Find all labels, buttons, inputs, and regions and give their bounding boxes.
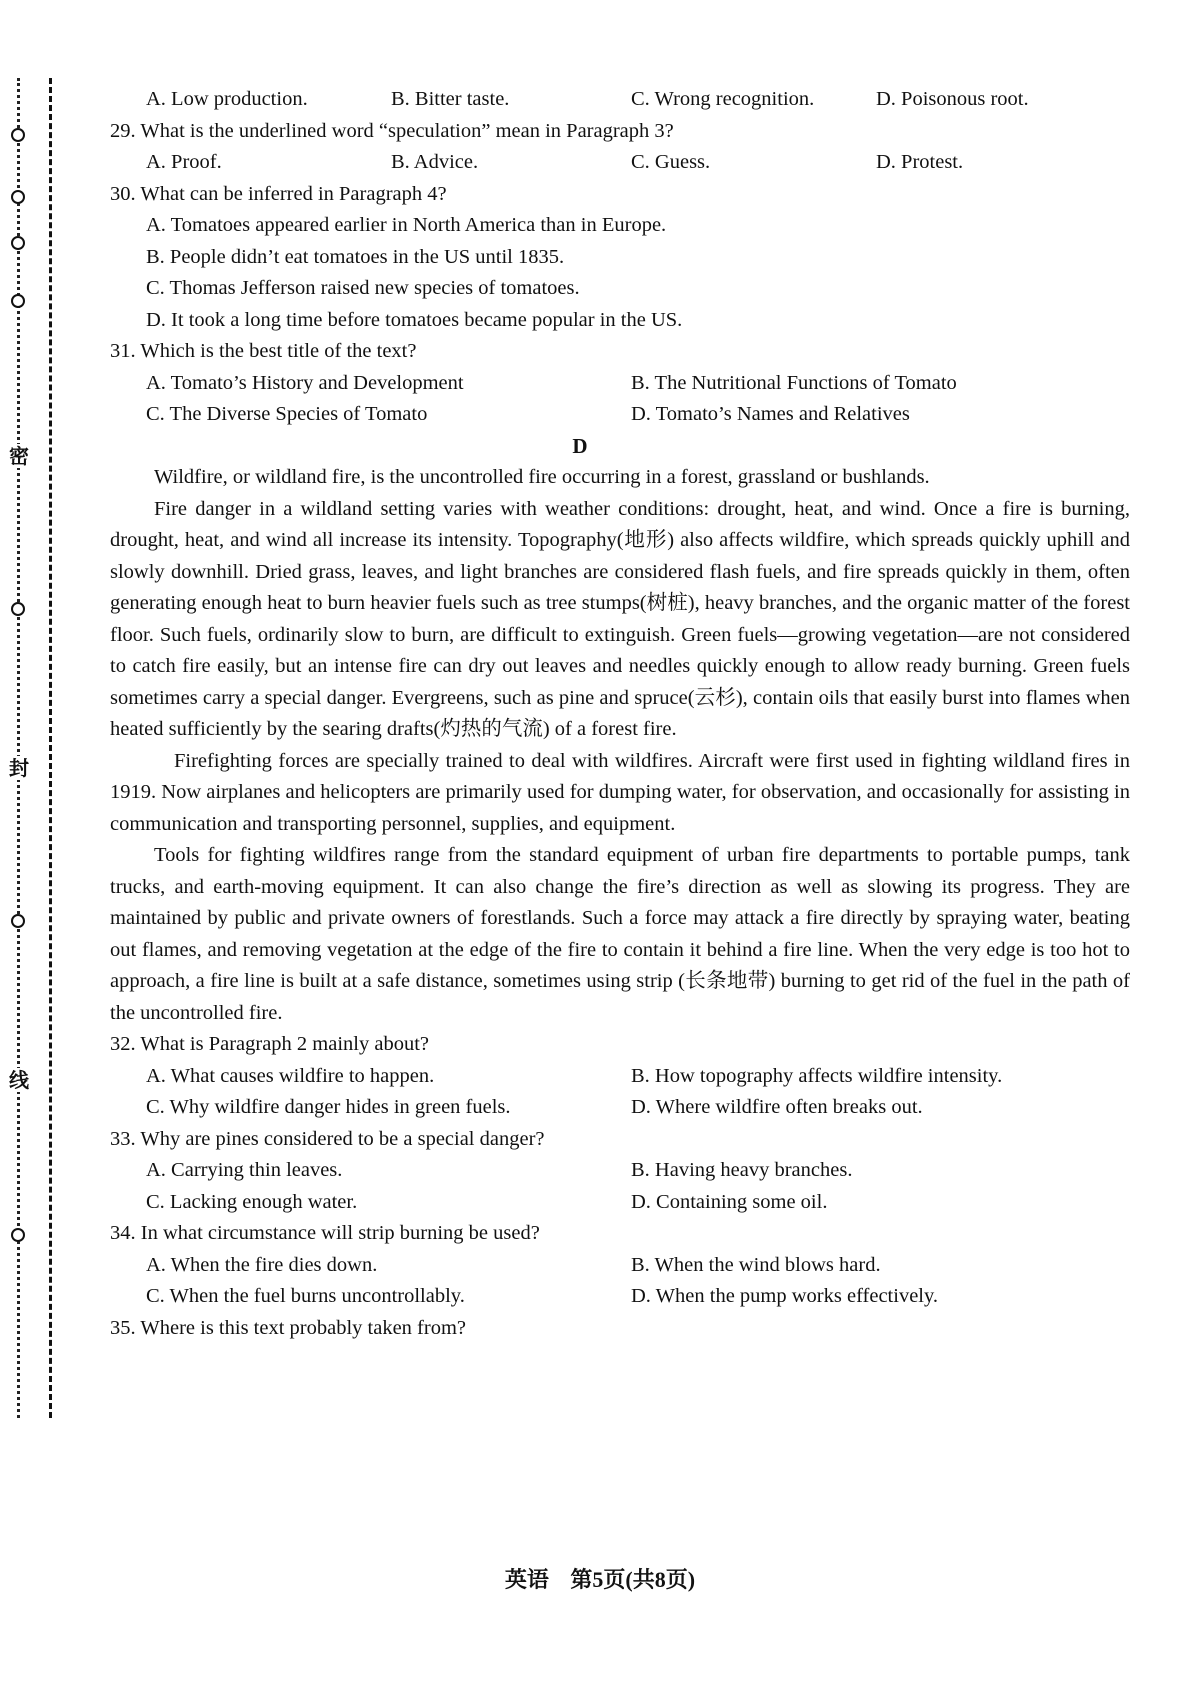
q32-option-b: B. How topography affects wildfire intensity. [631, 1064, 1003, 1087]
question-33-stem: 33. Why are pines considered to be a special danger? [110, 1127, 545, 1150]
q28-options [110, 84, 1130, 116]
seal-char-xian: 线 [6, 1068, 32, 1092]
question-35-stem: 35. Where is this text probably taken from? [110, 1316, 466, 1339]
q30-option-c: C. Thomas Jefferson raised new species of tomatoes. [146, 277, 580, 299]
binding-hole-icon [11, 1228, 25, 1242]
q32-options-row1 [110, 1061, 1130, 1093]
q29-option-b: B. Advice. [391, 151, 479, 173]
footer-subject: 英语 [504, 1567, 549, 1592]
passage-d-paragraph-4: Tools for fighting wildfires range from the standard equipment of urban fire departments to portable pumps, tank trucks, and earth-moving equipment. It can also change the fire’s direction as well as slowing its progress. They are maintained by public and private owners of forestlands. Such a force may attack a fire directly by spraying water, beating out flames, and removing vegetation at the edge of the fire to contain it behind a fire line. When the very edge is too hot to approach, a fire line is built at a safe distance, sometimes using strip (长条地带) burning to get rid of the fuel in the path of the uncontrolled fire. [110, 844, 1130, 1024]
q28-option-d: D. Poisonous root. [876, 88, 1029, 110]
q33-option-d: D. Containing some oil. [631, 1190, 828, 1213]
q34-options-row1 [110, 1250, 1130, 1282]
q33-option-b: B. Having heavy branches. [631, 1159, 853, 1181]
seal-char-feng: 封 [6, 756, 32, 780]
question-34-stem: 34. In what circumstance will strip burning be used? [110, 1222, 540, 1244]
question-32-stem: 32. What is Paragraph 2 mainly about? [110, 1033, 430, 1055]
binding-margin [0, 78, 60, 1418]
passage-d-paragraph-2: Fire danger in a wildland setting varies with weather conditions: drought, heat, and wind. Once a fire is burning, drought, heat, and wind all increase its intensity. Topography(地形) also affects wildfire, which spreads quickly uphill and slowly downhill. Dried grass, leaves, and light branches are considered flash fuels, and fire spreads quickly in them, often generating enough heat to burn heavier fuels such as tree stumps(树桩), heavy branches, and the organic matter of the forest floor. Such fuels, ordinarily slow to burn, are difficult to extinguish. Green fuels—growing vegetation—are not considered to catch fire easily, but an intense fire can dry out leaves and needles quickly enough to allow ready burning. Green fuels sometimes carry a special danger. Evergreens, such as pine and spruce(云杉), contain oils that easily burst into flames when heated sufficiently by the searing drafts(灼热的气流) of a forest fire. [110, 497, 1130, 740]
q28-option-c: C. Wrong recognition. [631, 88, 815, 110]
q28-option-b: B. Bitter taste. [391, 88, 510, 110]
q33-option-c: C. Lacking enough water. [146, 1190, 358, 1213]
q31-option-a: A. Tomato’s History and Development [146, 371, 464, 394]
q30-option-d: D. It took a long time before tomatoes became popular in the US. [146, 308, 683, 331]
q31-option-d: D. Tomato’s Names and Relatives [631, 403, 910, 425]
q33-options-row1 [110, 1155, 1130, 1187]
passage-d-paragraph-1: Wildfire, or wildland fire, is the uncontrolled fire occurring in a forest, grassland or bushlands. [154, 466, 930, 488]
seal-dotted-line [17, 78, 20, 1418]
q29-option-d: D. Protest. [876, 151, 964, 173]
question-31-stem: 31. Which is the best title of the text? [110, 340, 417, 362]
q32-option-a: A. What causes wildfire to happen. [146, 1064, 435, 1087]
q34-options-row2 [110, 1281, 1130, 1313]
passage-d-title: D [572, 433, 588, 458]
q32-option-d: D. Where wildfire often breaks out. [631, 1096, 923, 1118]
cut-dashed-line [49, 78, 52, 1418]
q31-option-b: B. The Nutritional Functions of Tomato [631, 371, 957, 394]
q34-option-d: D. When the pump works effectively. [631, 1285, 939, 1307]
q31-options-row2 [110, 399, 1130, 431]
binding-hole-icon [11, 128, 25, 142]
q30-option-a: A. Tomatoes appeared earlier in North America than in Europe. [146, 214, 667, 236]
q28-option-a: A. Low production. [146, 88, 308, 110]
passage-d-paragraph-3: Firefighting forces are specially trained to deal with wildfires. Aircraft were first used in fighting wildland fires in 1919. Now airplanes and helicopters are primarily used for dumping water, for observation, and occasionally for assisting in communication and transporting personnel, supplies, and equipment. [110, 749, 1130, 835]
seal-char-mi: 密 [6, 444, 32, 468]
q32-options-row2 [110, 1092, 1130, 1124]
q29-options [110, 147, 1130, 179]
binding-hole-icon [11, 914, 25, 928]
binding-hole-icon [11, 602, 25, 616]
exam-page-content [110, 84, 1130, 1344]
q32-option-c: C. Why wildfire danger hides in green fuels. [146, 1096, 511, 1118]
q31-options-row1 [110, 368, 1130, 400]
question-29-stem: 29. What is the underlined word “speculation” mean in Paragraph 3? [110, 119, 674, 142]
q29-option-a: A. Proof. [146, 151, 222, 173]
footer-page-number: 第5页(共8页) [570, 1567, 696, 1592]
q31-option-c: C. The Diverse Species of Tomato [146, 403, 428, 425]
binding-hole-icon [11, 190, 25, 204]
q34-option-c: C. When the fuel burns uncontrollably. [146, 1285, 465, 1307]
q30-option-b: B. People didn’t eat tomatoes in the US until 1835. [146, 245, 565, 268]
q33-options-row2 [110, 1187, 1130, 1219]
page-footer [0, 1563, 1200, 1594]
binding-hole-icon [11, 236, 25, 250]
q34-option-a: A. When the fire dies down. [146, 1253, 378, 1276]
q33-option-a: A. Carrying thin leaves. [146, 1159, 343, 1181]
binding-hole-icon [11, 294, 25, 308]
q29-option-c: C. Guess. [631, 151, 711, 173]
q34-option-b: B. When the wind blows hard. [631, 1253, 881, 1276]
question-30-stem: 30. What can be inferred in Paragraph 4? [110, 182, 447, 205]
